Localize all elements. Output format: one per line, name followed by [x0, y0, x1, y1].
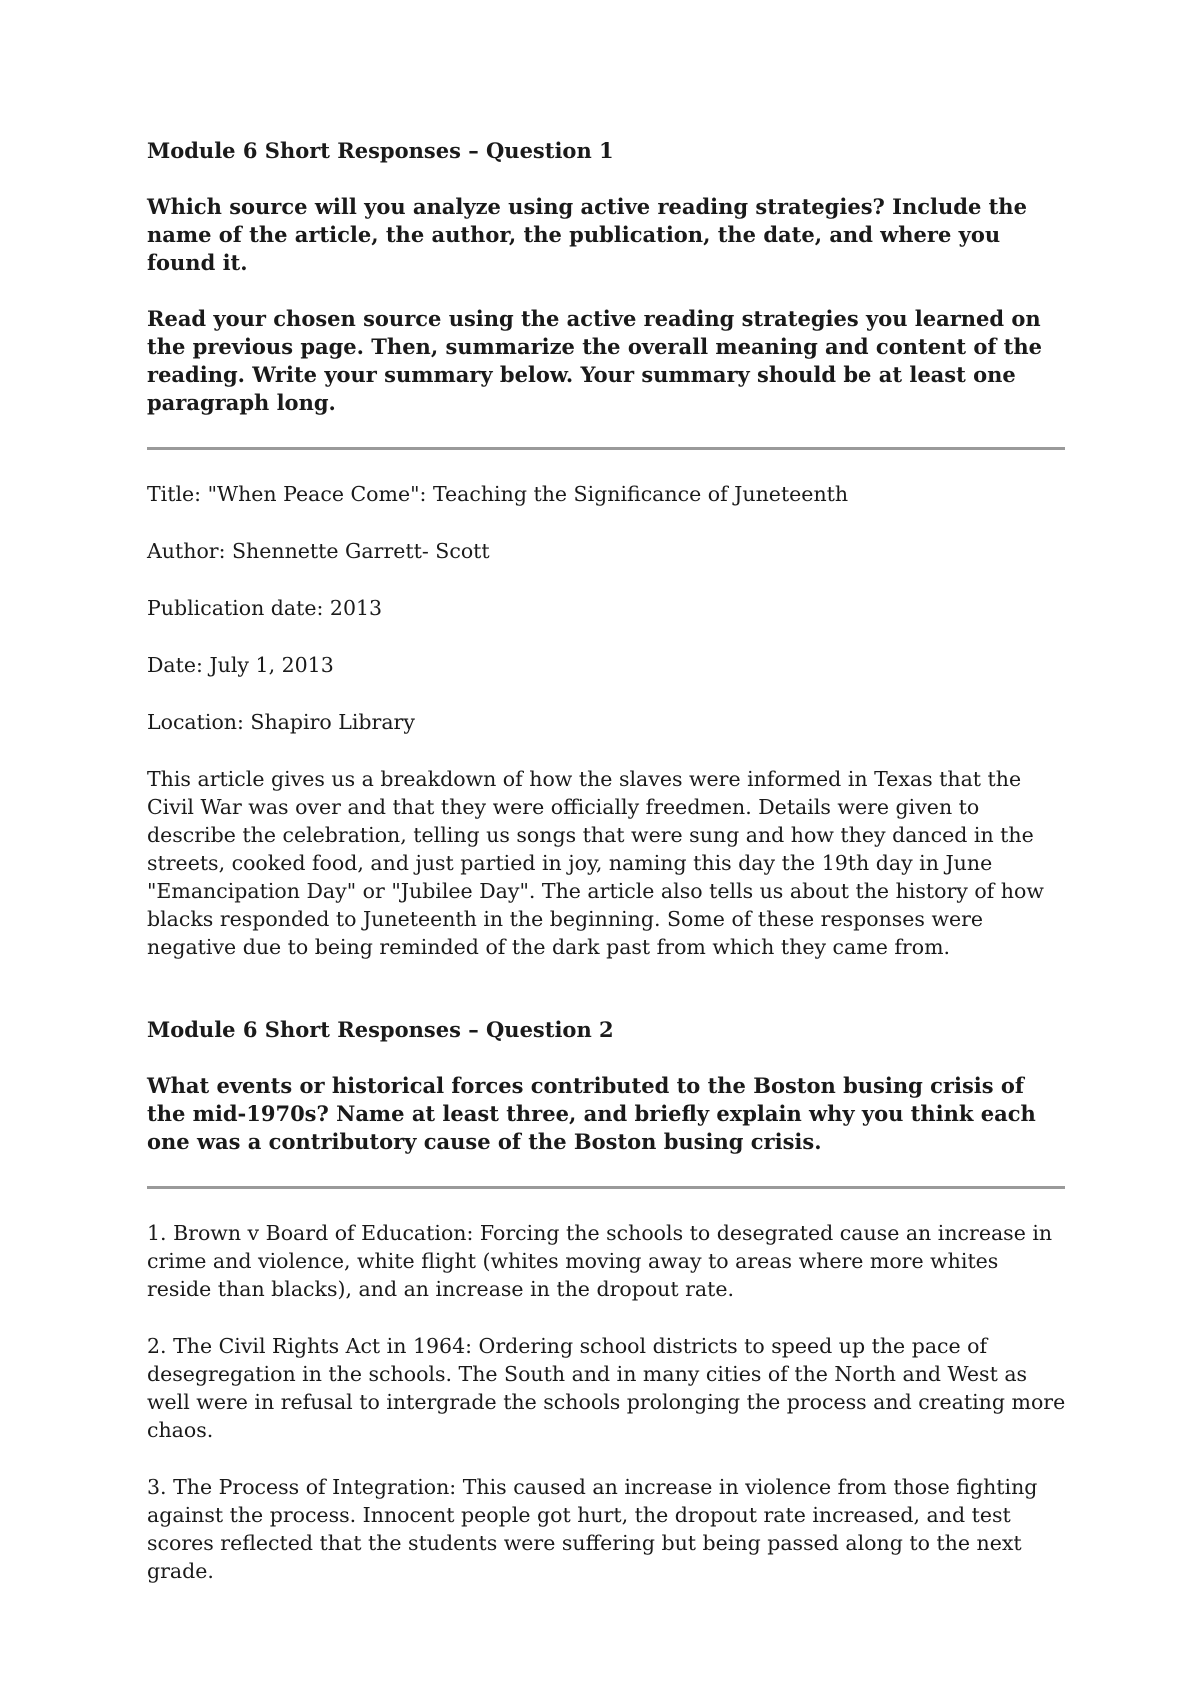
question-1-prompt-summary: Read your chosen source using the active reading strategies you learned on the previous page. Then, summarize the overall meaning and content of the reading. Write your summary below. Your summary should be at least one paragraph long. [147, 306, 1043, 415]
answer-item-2: 2. The Civil Rights Act in 1964: Ordering school districts to speed up the pace of desegregation in the schools. The South and in many cities of the North and West as well were in refusal to intergrade the schools prolonging the process and creating more chaos. [147, 1334, 1066, 1442]
answer-divider-1 [147, 447, 1065, 450]
answer-summary: This article gives us a breakdown of how the slaves were informed in Texas that the Civil War was over and that they were officially freedmen. Details were given to describe the celebration, telling us songs that were sung and how they danced in the streets, cooked food, and just partied in joy, naming this day the 19th day in June "Emancipation Day" or "Jubilee Day". The article also tells us about the history of how blacks responded to Juneteenth in the beginning. Some of these responses were negative due to being reminded of the dark past from which they came from. [147, 767, 1044, 959]
question-2-heading: Module 6 Short Responses – Question 2 [147, 1017, 614, 1042]
question-1-prompt-source: Which source will you analyze using active reading strategies? Include the name of the article, the author, the publication, the date, and where you found it. [147, 194, 1027, 275]
document-body [147, 136, 1067, 1614]
answer-item-3: 3. The Process of Integration: This caused an increase in violence from those fighting against the process. Innocent people got hurt, the dropout rate increased, and test scores reflected that the students were suffering but being passed along to the next grade. [147, 1475, 1038, 1583]
answer-divider-2 [147, 1186, 1065, 1189]
answer-item-1: 1. Brown v Board of Education: Forcing the schools to desegrated cause an increase in crime and violence, white flight (whites moving away to areas where more whites reside than blacks), and an increase in the dropout rate. [147, 1221, 1053, 1301]
question-1-heading: Module 6 Short Responses – Question 1 [147, 138, 614, 163]
question-2-prompt: What events or historical forces contributed to the Boston busing crisis of the mid-1970s? Name at least three, and briefly explain why you think each one was a contributory cause of the Boston busing crisis. [147, 1073, 1036, 1154]
answer-author: Author: Shennette Garrett- Scott [147, 539, 490, 563]
answer-location: Location: Shapiro Library [147, 710, 415, 734]
answer-date: Date: July 1, 2013 [147, 653, 334, 677]
answer-title: Title: "When Peace Come": Teaching the Significance of Juneteenth [147, 482, 849, 506]
answer-publication-date: Publication date: 2013 [147, 596, 383, 620]
